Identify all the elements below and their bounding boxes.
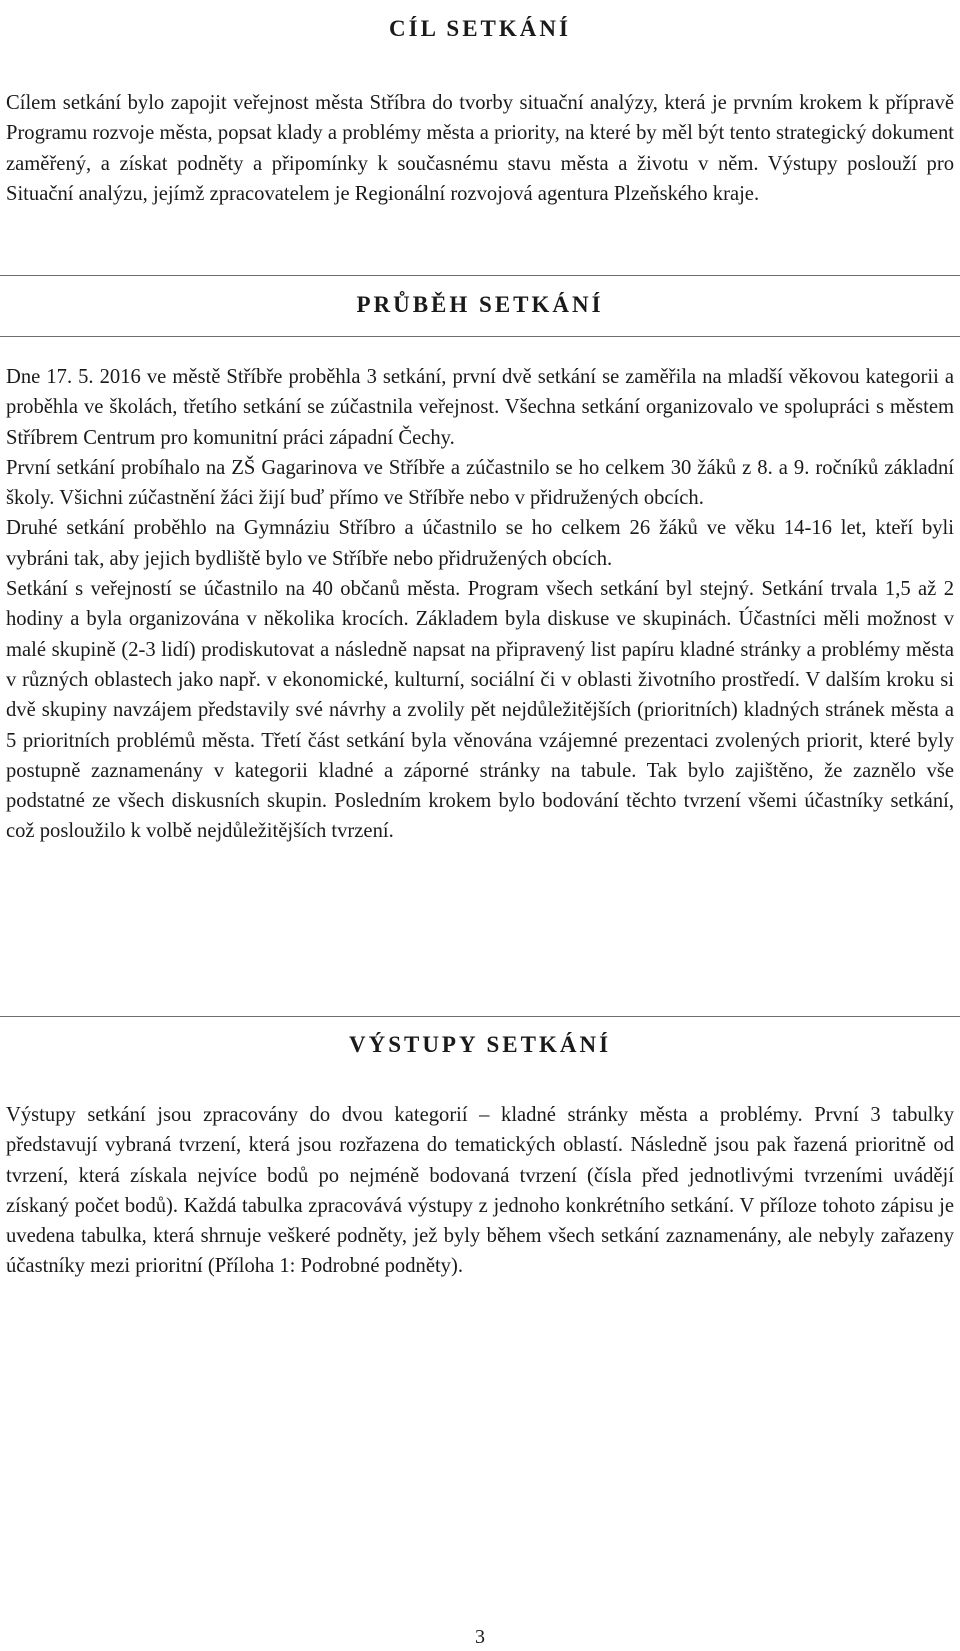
section-divider (0, 336, 960, 337)
progress-paragraph: Druhé setkání proběhlo na Gymnáziu Stříbro a účastnilo se ho celkem 26 žáků ve věku 14-16 let, kteří byli vybráni tak, aby jejich bydliště bylo ve Stříbře nebo přidružených obcích. (6, 517, 954, 570)
progress-paragraphs (6, 362, 954, 847)
section-heading-progress: PRŮBĚH SETKÁNÍ (356, 292, 604, 317)
goal-paragraph (6, 88, 954, 209)
progress-paragraph: Dne 17. 5. 2016 ve městě Stříbře proběhla 3 setkání, první dvě setkání se zaměřila na mladší věkovou kategorii a proběhla ve školách, třetího setkání se zúčastnila veřejnost. Všechna setkání organizovalo ve spolupráci s městem Stříbrem Centrum pro komunitní práci západní Čechy. (6, 366, 954, 449)
outputs-text: Výstupy setkání jsou zpracovány do dvou kategorií – kladné stránky města a problémy. První 3 tabulky představují vybraná tvrzení, která jsou rozřazena do tematických oblastí. Následně jsou pak řazená prioritně od tvrzení, která získala nejvíce bodů po nejméně bodovaná tvrzení (čísla před jednotlivými tvrzeními uvádějí získaný počet bodů). Každá tabulka zpracovává výstupy z jednoho konkrétního setkání. V příloze tohoto zápisu je uvedena tabulka, která shrnuje veškeré podněty, jež byly během všech setkání zaznamenány, ale nebyly zařazeny účastníky mezi prioritní (Příloha 1: Podrobné podněty). (6, 1104, 954, 1278)
section-heading-goal: CÍL SETKÁNÍ (389, 16, 571, 41)
section-divider (0, 1016, 960, 1017)
progress-paragraph: Setkání s veřejností se účastnilo na 40 občanů města. Program všech setkání byl stejný. Setkání trvala 1,5 až 2 hodiny a byla organizována v několika krocích. Základem byla diskuse ve skupinách. Účastníci měli možnost v malé skupině (2-3 lidí) prodiskutovat a následně napsat na připravený list papíru kladné stránky a problémy města v různých oblastech jako např. v ekonomické, kulturní, sociální či v oblasti životního prostředí. V dalším kroku si dvě skupiny navzájem představily své návrhy a zvolily pět nejdůležitějších (prioritních) kladných stránek města a 5 prioritních problémů města. Třetí část setkání byla věnována vzájemné prezentaci zvolených priorit, které byly postupně zaznamenány v kategorii kladné a záporné stránky na tabule. Tak bylo zajištěno, že zaznělo vše podstatné ze všech diskusních skupin. Posledním krokem bylo bodování těchto tvrzení všemi účastníky setkání, což posloužilo k volbě nejdůležitějších tvrzení. (6, 578, 954, 843)
goal-text: Cílem setkání bylo zapojit veřejnost města Stříbra do tvorby situační analýzy, která je prvním krokem k přípravě Programu rozvoje města, popsat klady a problémy města a priority, na které by měl být tento strategický dokument zaměřený, a získat podněty a připomínky k současnému stavu města a životu v něm. Výstupy poslouží pro Situační analýzu, jejímž zpracovatelem je Regionální rozvojová agentura Plzeňského kraje. (6, 92, 954, 205)
outputs-paragraph (6, 1100, 954, 1282)
section-divider (0, 275, 960, 276)
progress-paragraph: První setkání probíhalo na ZŠ Gagarinova ve Stříbře a zúčastnilo se ho celkem 30 žáků z 8. a 9. ročníků základní školy. Všichni zúčastnění žáci žijí buď přímo ve Stříbře nebo v přidružených obcích. (6, 456, 954, 510)
section-heading-outputs: VÝSTUPY SETKÁNÍ (348, 1032, 612, 1057)
page-number: 3 (475, 1626, 485, 1648)
